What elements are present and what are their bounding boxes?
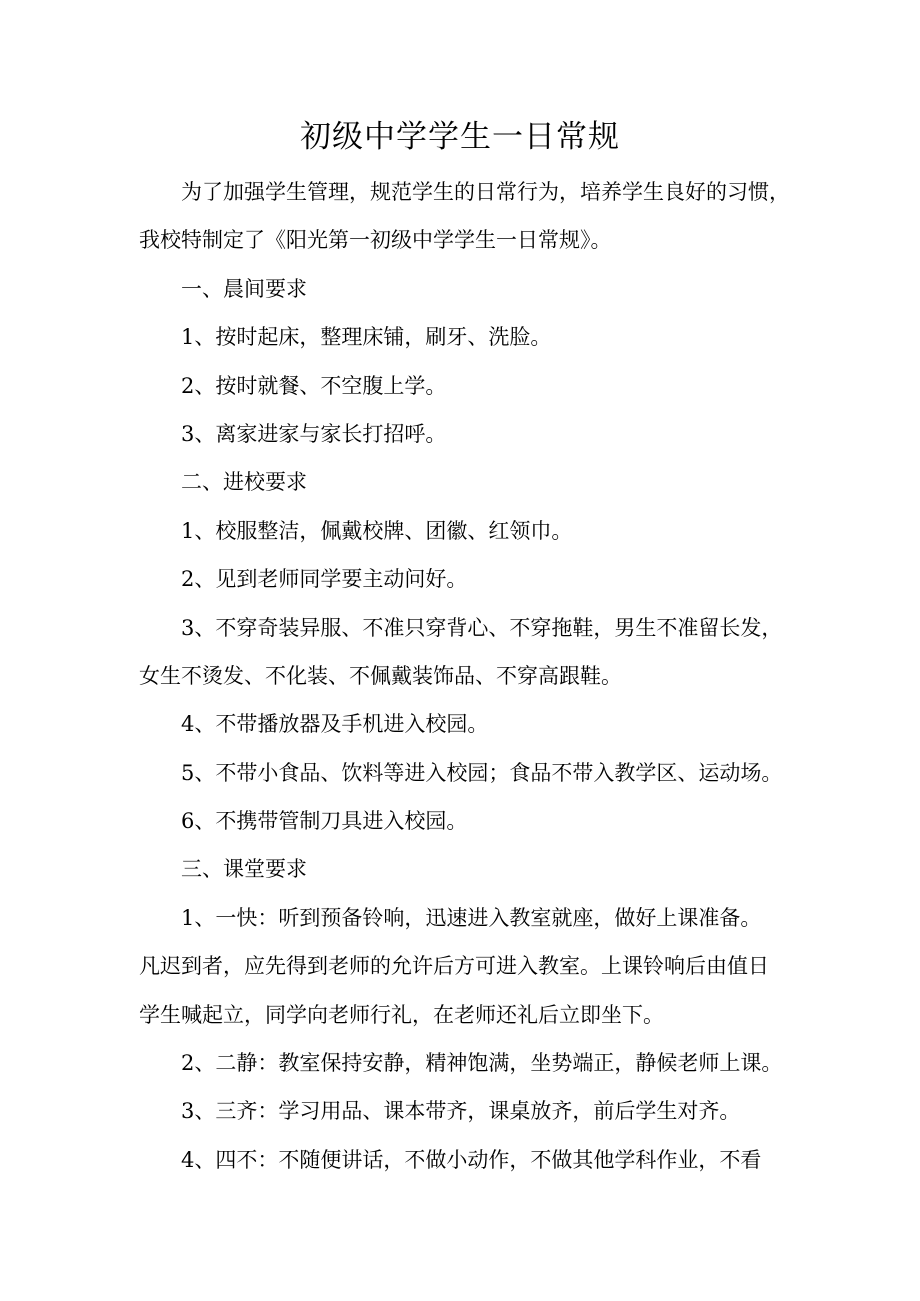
text-line: 1、一快：听到预备铃响，迅速进入教室就座，做好上课准备。 xyxy=(181,905,762,930)
text-line: 2、二静：教室保持安静，精神饱满，坐势端正，静候老师上课。 xyxy=(181,1051,783,1076)
text-line: 女生不烫发、不化装、不佩戴装饰品、不穿高跟鞋。 xyxy=(139,663,622,688)
document-title: 初级中学学生一日常规 xyxy=(300,119,620,155)
text-line: 三、课堂要求 xyxy=(181,857,307,882)
text-line: 4、四不：不随便讲话，不做小动作，不做其他学科作业，不看 xyxy=(181,1147,762,1172)
text-line: 4、不带播放器及手机进入校园。 xyxy=(181,712,489,737)
document-body xyxy=(139,175,799,1191)
text-line: 我校特制定了《阳光第一初级中学学生一日常规》。 xyxy=(139,228,612,253)
text-line: 3、三齐：学习用品、课本带齐，课桌放齐，前后学生对齐。 xyxy=(181,1099,741,1124)
text-line: 1、按时起床，整理床铺，刷牙、洗脸。 xyxy=(181,325,552,350)
text-line: 二、进校要求 xyxy=(181,470,307,495)
text-line: 2、按时就餐、不空腹上学。 xyxy=(181,373,447,398)
text-line: 6、不携带管制刀具进入校园。 xyxy=(181,809,468,834)
text-line: 学生喊起立，同学向老师行礼，在老师还礼后立即坐下。 xyxy=(139,1002,664,1027)
text-line: 2、见到老师同学要主动问好。 xyxy=(181,567,468,592)
text-line: 3、离家进家与家长打招呼。 xyxy=(181,421,447,446)
text-line: 一、晨间要求 xyxy=(181,276,307,301)
text-line: 1、校服整洁，佩戴校牌、团徽、红领巾。 xyxy=(181,518,573,543)
text-line: 5、不带小食品、饮料等进入校园；食品不带入教学区、运动场。 xyxy=(181,760,783,785)
text-line: 为了加强学生管理，规范学生的日常行为，培养学生良好的习惯， xyxy=(181,180,790,204)
text-line: 凡迟到者，应先得到老师的允许后方可进入教室。上课铃响后由值日 xyxy=(139,954,769,979)
text-line: 3、不穿奇装异服、不准只穿背心、不穿拖鞋，男生不准留长发， xyxy=(181,615,783,640)
